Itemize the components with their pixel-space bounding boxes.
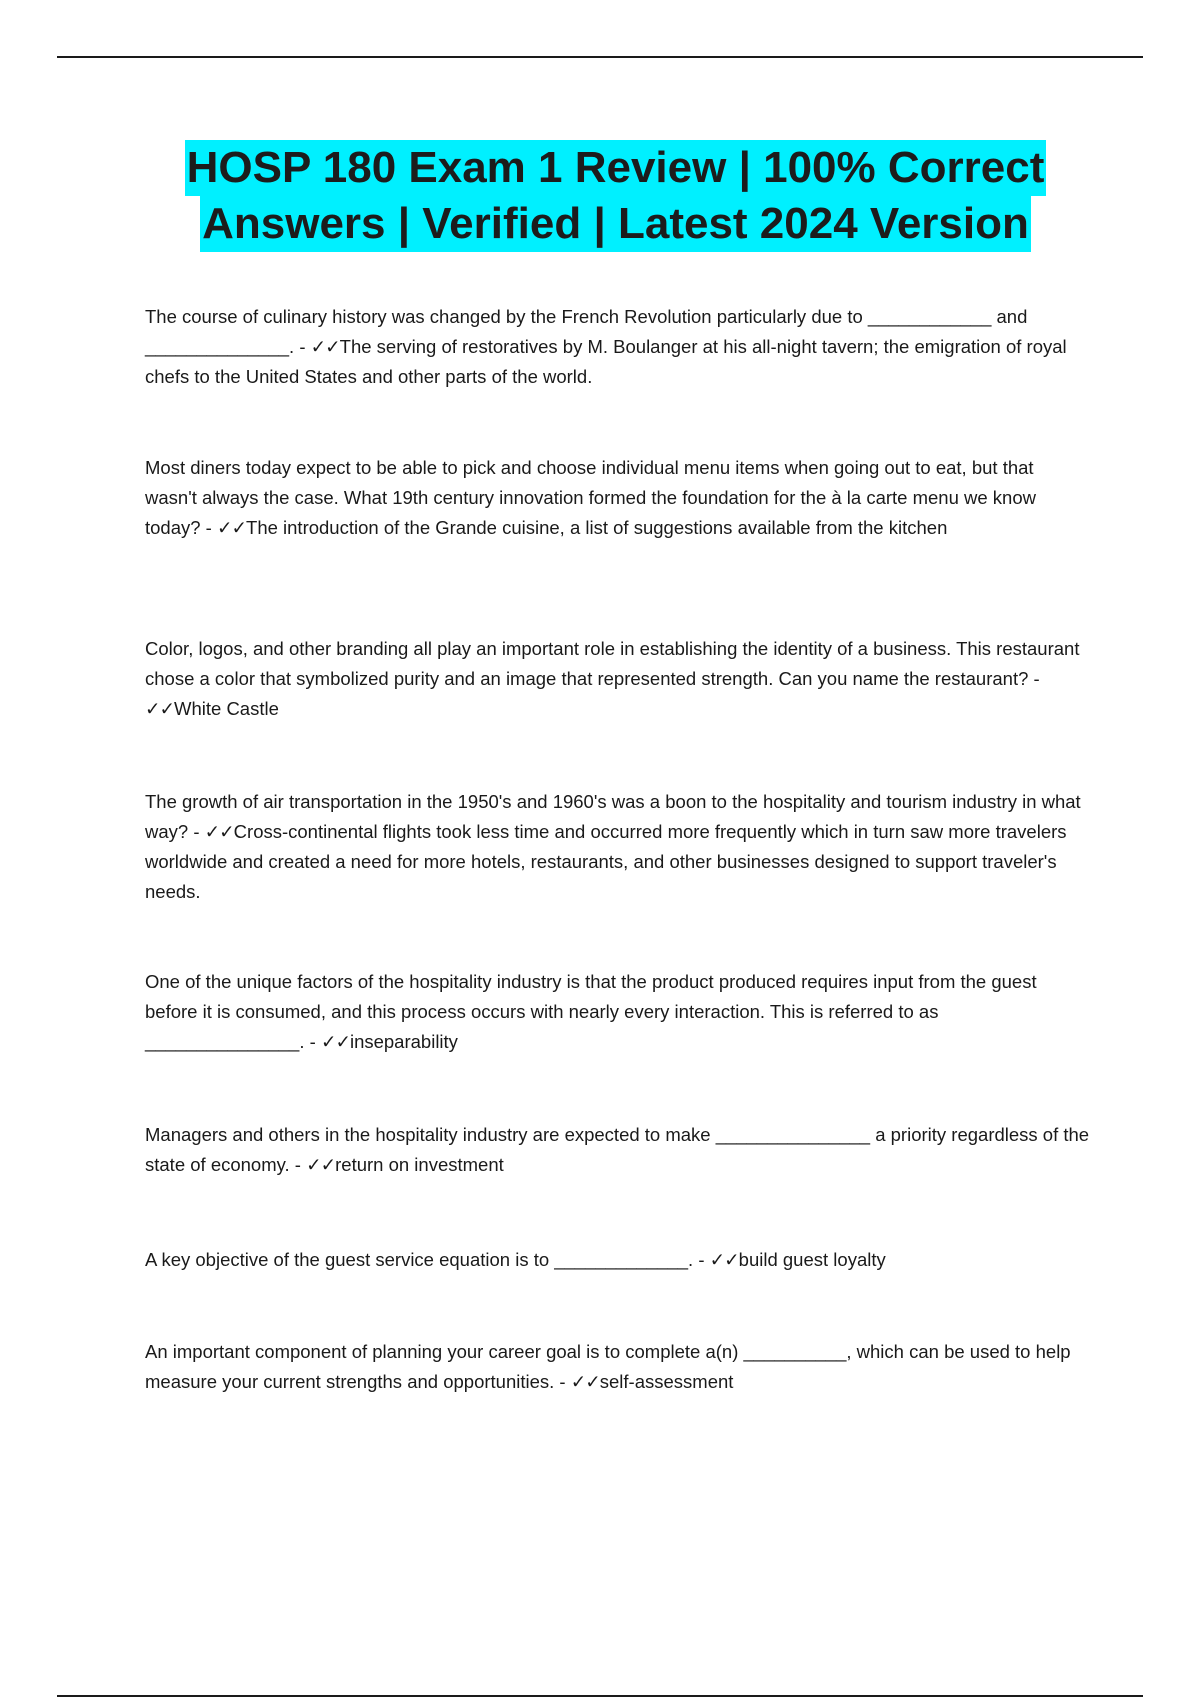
qa-item-1 bbox=[145, 302, 1090, 392]
title-line-2: Answers | Verified | Latest 2024 Version bbox=[200, 196, 1031, 252]
check-marks-icon: ✓✓ bbox=[217, 517, 247, 538]
answer-text: Cross-continental flights took less time and occurred more frequently which in turn saw more travelers worldwide and created a need for more hotels, restaurants, and other businesses designed to support traveler's needs. bbox=[145, 821, 1067, 902]
question-text: A key objective of the guest service equation is to _____________. bbox=[145, 1249, 694, 1270]
check-marks-icon: ✓✓ bbox=[145, 698, 175, 719]
question-text: Color, logos, and other branding all play an important role in establishing the identity of a business. This restaurant chose a color that symbolized purity and an image that represented strength. Can you name the restaurant? bbox=[145, 638, 1080, 689]
question-text: The course of culinary history was changed by the French Revolution particularly due to ____________ and ______________. bbox=[145, 306, 1028, 357]
question-text: Managers and others in the hospitality industry are expected to make _______________ a priority regardless of the state of economy. bbox=[145, 1124, 1090, 1175]
question-text: An important component of planning your career goal is to complete a(n) __________, which can be used to help measure your current strengths and opportunities. bbox=[145, 1341, 1071, 1392]
question-text: One of the unique factors of the hospitality industry is that the product produced requires input from the guest before it is consumed, and this process occurs with nearly every interaction. This is referred to as _______________. bbox=[145, 971, 1037, 1052]
check-marks-icon: ✓✓ bbox=[306, 1154, 336, 1175]
qa-item-3 bbox=[145, 634, 1090, 724]
qa-item-5 bbox=[145, 967, 1090, 1057]
answer-text: inseparability bbox=[349, 1031, 458, 1052]
check-marks-icon: ✓✓ bbox=[709, 1249, 739, 1270]
answer-text: build guest loyalty bbox=[738, 1249, 886, 1270]
answer-separator: - bbox=[200, 517, 217, 538]
question-text: Most diners today expect to be able to pick and choose individual menu items when going out to eat, but that wasn't always the case. What 19th century innovation formed the foundation for the à la carte menu we know today? bbox=[145, 457, 1036, 538]
answer-separator: - bbox=[304, 1031, 321, 1052]
answer-separator: - bbox=[188, 821, 205, 842]
answer-text: self-assessment bbox=[599, 1371, 734, 1392]
answer-text: The introduction of the Grande cuisine, a list of suggestions available from the kitchen bbox=[246, 517, 948, 538]
document-title bbox=[143, 140, 1088, 252]
check-marks-icon: ✓✓ bbox=[310, 336, 340, 357]
answer-separator: - bbox=[294, 336, 311, 357]
qa-item-7 bbox=[145, 1245, 1090, 1275]
qa-item-6 bbox=[145, 1120, 1090, 1180]
check-marks-icon: ✓✓ bbox=[204, 821, 234, 842]
answer-text: The serving of restoratives by M. Boulanger at his all-night tavern; the emigration of royal chefs to the United States and other parts of the world. bbox=[145, 336, 1067, 387]
answer-separator: - bbox=[1028, 668, 1040, 689]
title-line-1: HOSP 180 Exam 1 Review | 100% Correct bbox=[185, 140, 1047, 196]
answer-text: return on investment bbox=[335, 1154, 504, 1175]
answer-separator: - bbox=[289, 1154, 307, 1175]
check-marks-icon: ✓✓ bbox=[320, 1031, 350, 1052]
question-text: The growth of air transportation in the 1950's and 1960's was a boon to the hospitality and tourism industry in what way? bbox=[145, 791, 1081, 842]
check-marks-icon: ✓✓ bbox=[570, 1371, 600, 1392]
qa-item-8 bbox=[145, 1337, 1090, 1397]
bottom-rule bbox=[57, 1695, 1143, 1697]
top-rule bbox=[57, 56, 1143, 58]
qa-item-2 bbox=[145, 453, 1090, 543]
answer-text: White Castle bbox=[174, 698, 279, 719]
answer-separator: - bbox=[693, 1249, 710, 1270]
qa-item-4 bbox=[145, 787, 1090, 907]
answer-separator: - bbox=[554, 1371, 571, 1392]
